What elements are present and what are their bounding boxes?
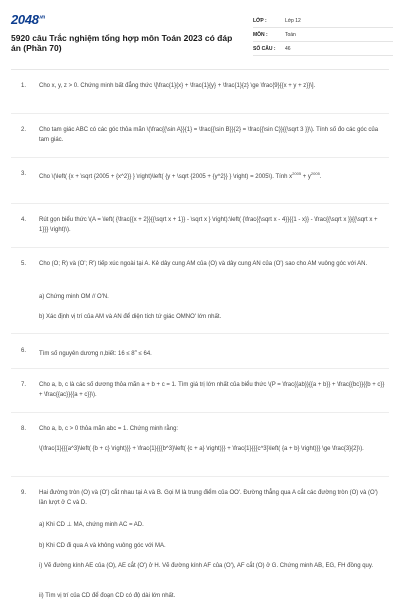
question-number: 1. (21, 83, 27, 89)
page-header (0, 0, 400, 66)
question-text: Hai đường tròn (O) và (O') cắt nhau tại A và B. Gọi M là trung điểm của OO'. Đường thẳng qua A cắt các đường tròn (O) và (O') lần lượt ở C và D. (39, 490, 378, 506)
question-separator (11, 368, 389, 369)
question-separator (11, 157, 389, 158)
question-text: Cho tam giác ABC có các góc thỏa mãn \(\frac{{\sin A}}{1} = \frac{{\sin B}}{2} = \frac{{\sin C}}{{\sqrt 3 }}\). Tính số đo các góc của tam giác. (39, 127, 379, 143)
question-number: 8. (21, 426, 27, 432)
meta-row-grade (253, 16, 393, 28)
question-text: Cho \(\left( {x + \sqrt {2005 + {x^2}} } \right)\left( {y + \sqrt {2005 + {y^2}} } \right) = 2005\). Tính $x^{2005} + y^{2005}$. (39, 171, 322, 180)
question-subpart: \(\frac{1}{{{a^3}\left( {b + c} \right)}} + \frac{1}{{{b^3}\left( {c + a} \right)}} + \frac{1}{{{c^3}\left( {a + b} \right)}} \ge \frac{3}{2}\). (39, 446, 364, 452)
question-text: Cho (O; R) và (O'; R') tiếp xúc ngoài tại A. Kẻ dây cung AM của (O) và dây cung AN của (O') sao cho AM vuông góc với AN. (39, 261, 368, 267)
question-number: 9. (21, 490, 27, 496)
question-number: 3. (21, 171, 27, 177)
question-separator (11, 412, 389, 413)
question-number: 5. (21, 261, 27, 267)
question-subpart: a) Khi CD ⊥ MA, chứng minh AC = AD. (39, 522, 144, 528)
question-number: 7. (21, 382, 27, 388)
question-separator (11, 476, 389, 477)
question-text: Tìm số nguyên dương n,biết: $16 \le 8^n \le 64$. (39, 348, 152, 357)
question-text: Cho a, b, c là các số dương thỏa mãn a + b + c = 1. Tìm giá trị lớn nhất của biểu thức \(P = \frac{{ab}}{{a + b}} + \frac{{bc}}{{b + c}} + \frac{{ac}}{{a + c}}\). (39, 382, 385, 398)
meta-info (253, 16, 393, 58)
question-text: Rút gọn biểu thức \(A = \left( {\frac{{x + 2}}{{\sqrt x + 1}} - \sqrt x } \right):\left( {\frac{{\sqrt x - 4}}{{1 - x}} - \frac{{\sqrt x }}{{\sqrt x + 1}}} \right)\). (39, 217, 378, 233)
question-separator (11, 333, 389, 334)
question-subpart: ii) Tìm vị trí của CD để đoạn CD có độ dài lớn nhất. (39, 593, 176, 599)
meta-label: SỐ CÂU : (253, 46, 276, 52)
meta-value: 46 (285, 46, 291, 52)
logo-suffix: .vn (38, 14, 46, 21)
meta-value: Toán (285, 32, 296, 38)
meta-label: LỚP : (253, 18, 267, 24)
question-text: Cho x, y, z > 0. Chứng minh bất đẳng thức \[\frac{1}{x} + \frac{1}{y} + \frac{1}{z} \ge \frac{9}{{x + y + z}}\]. (39, 83, 316, 89)
meta-value: Lớp 12 (285, 18, 301, 24)
question-separator (11, 203, 389, 204)
site-logo[interactable]: $2048^{.vn}$ (11, 12, 46, 27)
question-subpart: a) Chứng minh OM // O'N. (39, 294, 109, 300)
question-separator (11, 247, 389, 248)
question-number: 6. (21, 348, 27, 354)
question-subpart: b) Xác định vị trí của AM và AN để diện tích tứ giác OMNO' lớn nhất. (39, 314, 222, 320)
page-title: 5920 câu Trắc nghiệm tổng hợp môn Toán 2023 có đáp án (Phần 70) (11, 33, 233, 53)
question-number: 4. (21, 217, 27, 223)
meta-row-count (253, 44, 393, 56)
question-separator (11, 113, 389, 114)
meta-label: MÔN : (253, 32, 268, 38)
meta-row-subject (253, 30, 393, 42)
question-subpart: b) Khi CD đi qua A và không vuông góc với MA. (39, 543, 166, 549)
question-text: Cho a, b, c > 0 thỏa mãn abc = 1. Chứng minh rằng: (39, 426, 179, 432)
header-divider (11, 69, 389, 70)
question-number: 2. (21, 127, 27, 133)
question-subpart: i) Vẽ đường kính AE của (O), AE cắt (O') ở H. Vẽ đường kính AF của (O'), AF cắt (O) ở G. Chứng minh AB, EG, FH đồng quy. (39, 563, 374, 569)
